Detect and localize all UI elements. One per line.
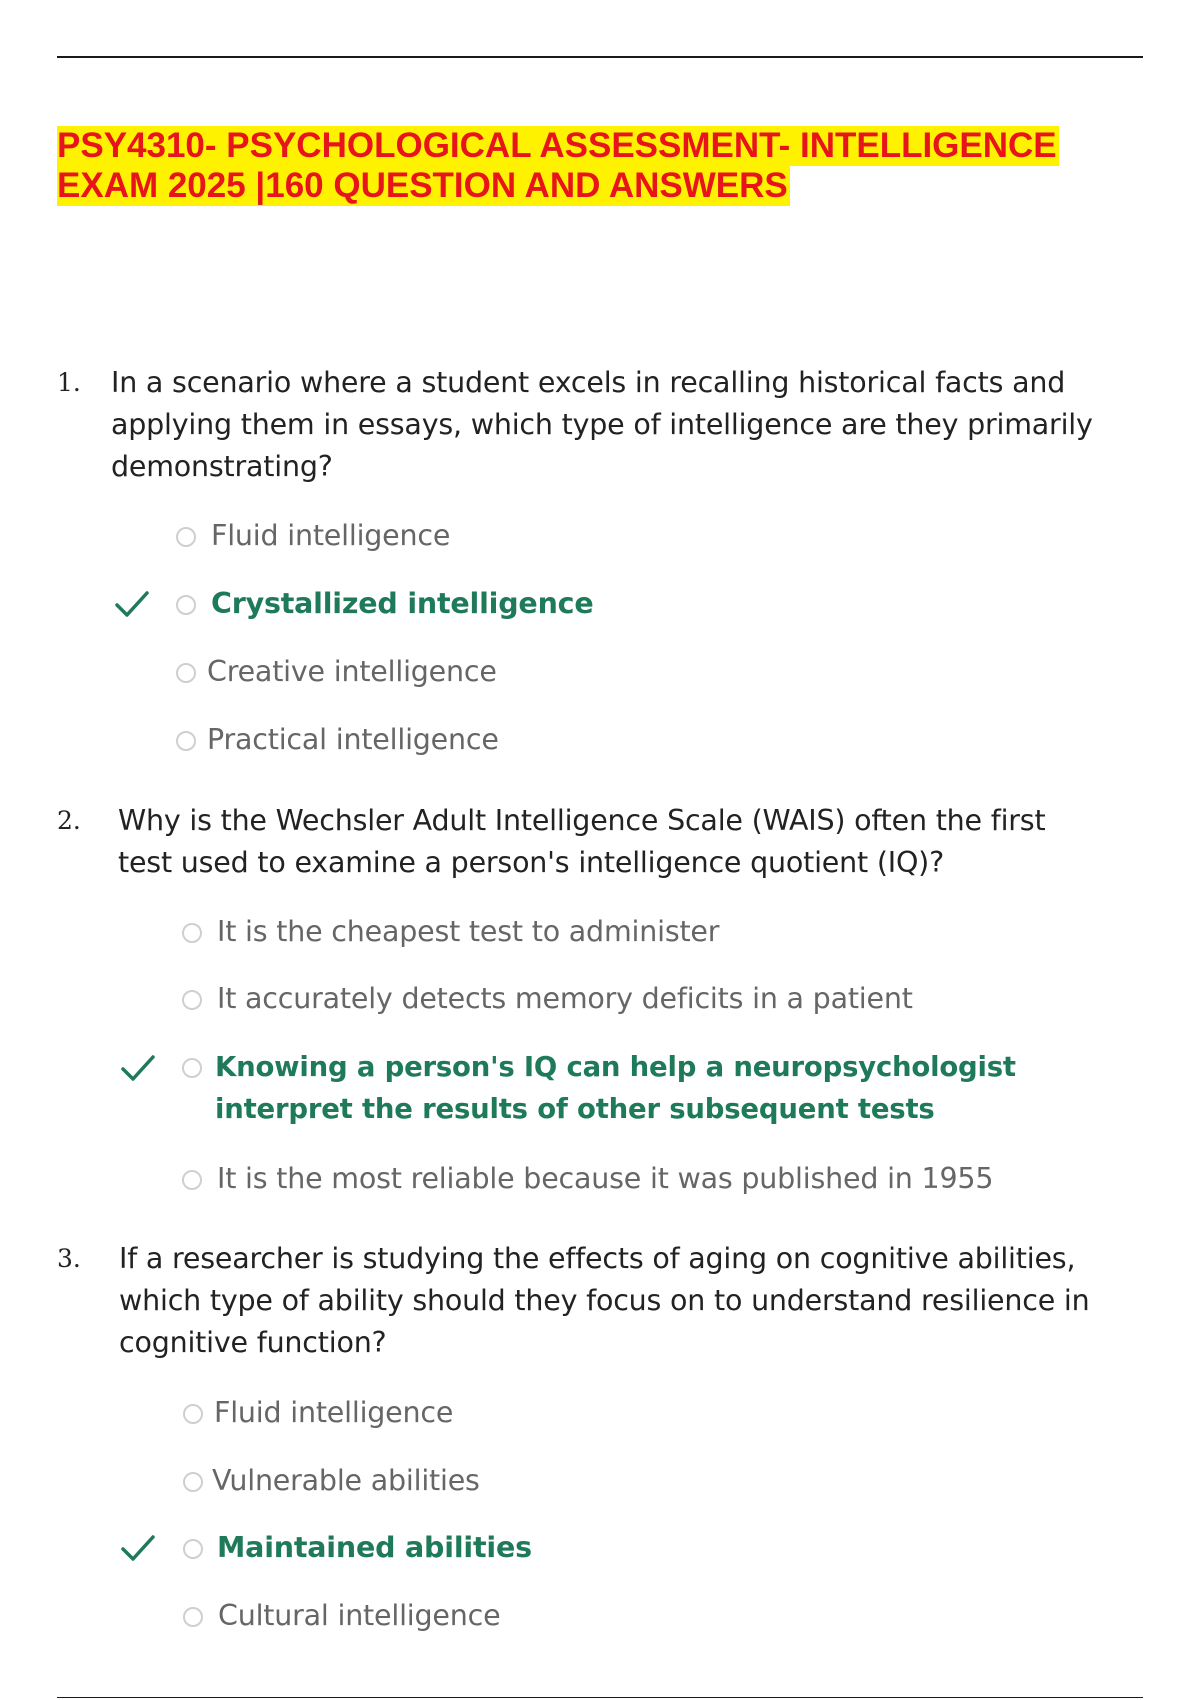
answer-option[interactable] — [0, 719, 1200, 763]
radio-icon[interactable] — [176, 595, 196, 615]
radio-icon[interactable] — [176, 731, 196, 751]
radio-icon[interactable] — [183, 1404, 203, 1424]
answer-option[interactable] — [0, 911, 1200, 955]
document-title — [57, 126, 1167, 206]
radio-icon[interactable] — [176, 663, 196, 683]
option-label-correct: Maintained abilities — [217, 1531, 532, 1564]
question-text: Why is the Wechsler Adult Intelligence Scale (WAIS) often the first test used to examine a person's intelligence quotient (IQ)? — [118, 804, 1046, 879]
bottom-divider — [57, 1697, 1143, 1698]
answer-option[interactable] — [0, 651, 1200, 695]
option-label: Fluid intelligence — [214, 1396, 454, 1429]
option-label-correct: Knowing a person's IQ can help a neuropsychologist interpret the results of other subsequent tests — [215, 1051, 1016, 1125]
option-label: It is the most reliable because it was published in 1955 — [217, 1162, 994, 1195]
option-label: Vulnerable abilities — [212, 1464, 480, 1497]
answer-option[interactable] — [0, 978, 1200, 1022]
answer-option[interactable] — [0, 1595, 1200, 1639]
check-icon — [120, 1053, 156, 1083]
answer-option[interactable] — [0, 1392, 1200, 1436]
radio-icon[interactable] — [176, 527, 196, 547]
answer-option[interactable] — [0, 1158, 1200, 1202]
top-divider — [57, 56, 1143, 58]
option-label: It accurately detects memory deficits in a patient — [217, 982, 913, 1015]
option-label-correct: Crystallized intelligence — [211, 587, 594, 620]
title-line-1: PSY4310- PSYCHOLOGICAL ASSESSMENT- INTELLIGENCE — [57, 126, 1057, 165]
title-line-2: EXAM 2025 |160 QUESTION AND ANSWERS — [57, 166, 788, 205]
question-number: 2. — [57, 806, 81, 835]
answer-option-correct[interactable] — [0, 1046, 1200, 1132]
radio-icon[interactable] — [182, 1170, 202, 1190]
option-label: Creative intelligence — [207, 655, 497, 688]
radio-icon[interactable] — [182, 990, 202, 1010]
radio-icon[interactable] — [182, 1058, 202, 1078]
answer-option-correct[interactable] — [0, 1527, 1200, 1571]
radio-icon[interactable] — [182, 923, 202, 943]
question-number: 3. — [57, 1244, 81, 1273]
option-label: Fluid intelligence — [211, 519, 451, 552]
option-label: Practical intelligence — [207, 723, 499, 756]
option-label: It is the cheapest test to administer — [217, 915, 720, 948]
radio-icon[interactable] — [183, 1539, 203, 1559]
check-icon — [120, 1533, 156, 1563]
radio-icon[interactable] — [183, 1472, 203, 1492]
option-label: Cultural intelligence — [218, 1599, 501, 1632]
answer-option[interactable] — [0, 515, 1200, 559]
answer-option[interactable] — [0, 1460, 1200, 1504]
radio-icon[interactable] — [183, 1607, 203, 1627]
question-number: 1. — [57, 368, 81, 397]
answer-option-correct[interactable] — [0, 583, 1200, 627]
question-text: If a researcher is studying the effects of aging on cognitive abilities, which type of ability should they focus on to understand resilience in cognitive function? — [119, 1242, 1090, 1359]
question-text: In a scenario where a student excels in recalling historical facts and applying them in essays, which type of intelligence are they primarily demonstrating? — [111, 366, 1093, 483]
check-icon — [114, 589, 150, 619]
